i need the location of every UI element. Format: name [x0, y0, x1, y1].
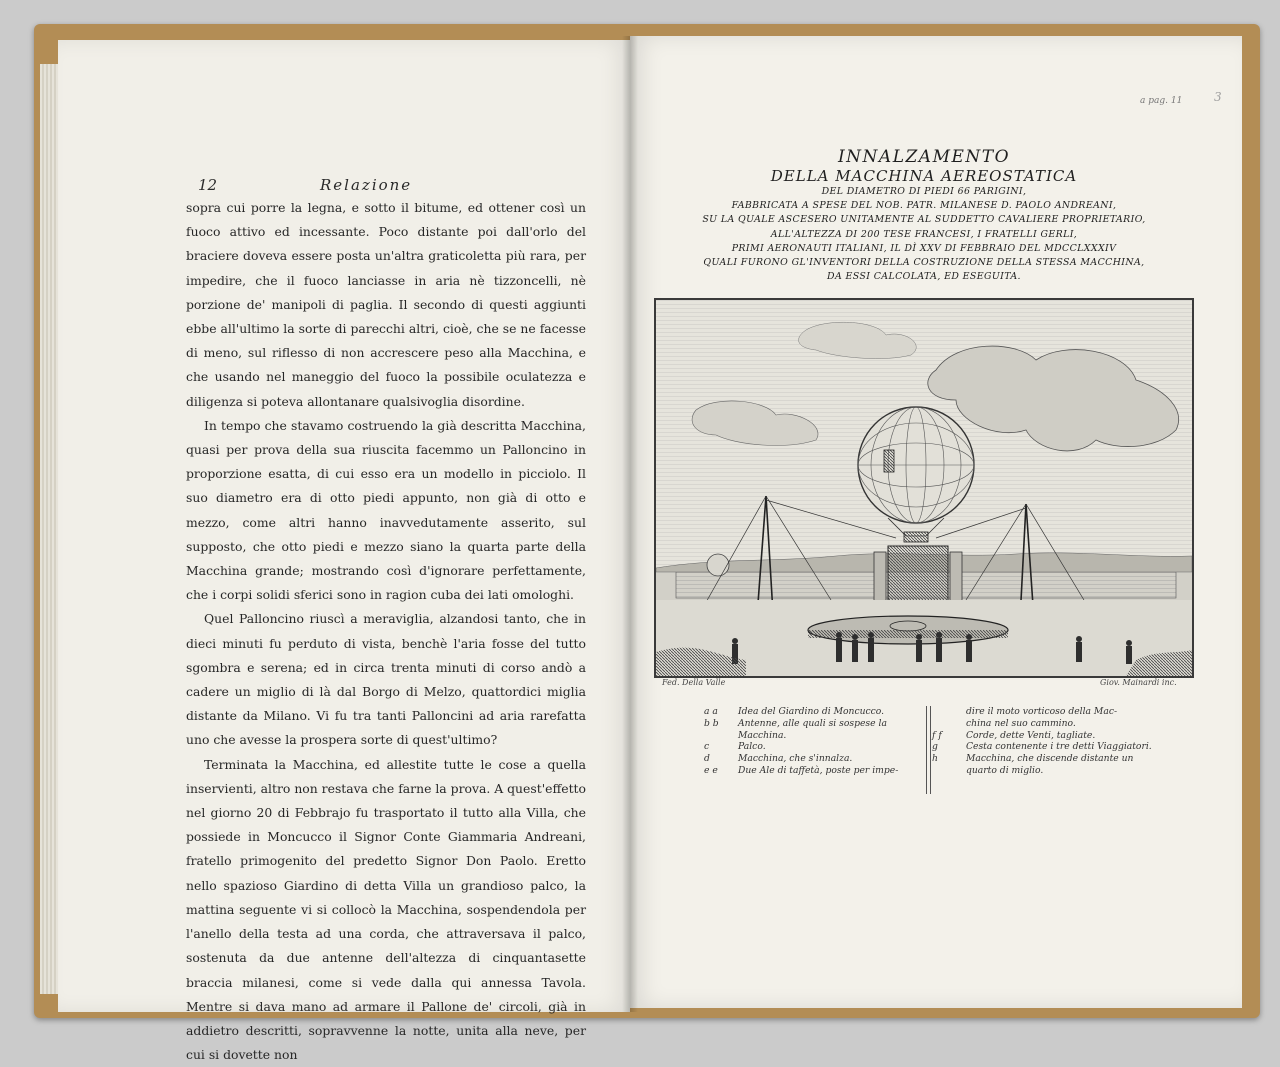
legend-item [932, 730, 1154, 742]
plate-title-line2: DELLA MACCHINA AEREOSTATICA [770, 167, 1078, 185]
engraving-plate [654, 298, 1194, 678]
plate-title-block [654, 148, 1194, 284]
legend-key: e e [704, 764, 718, 776]
legend-key [932, 718, 966, 730]
plate-subtitle-line: DEL DIAMETRO DI PIEDI 66 PARIGINI, [821, 186, 1027, 197]
legend-key: c [704, 741, 710, 753]
plate-subtitle-line: DA ESSI CALCOLATA, ED ESEGUITA. [827, 271, 1021, 283]
legend-key: d [704, 753, 710, 765]
paragraph: In tempo che stavamo costruendo la già descritta Macchina, quasi per prova della sua riuscita facemmo un Palloncino in proporzione esatta, di cui esso era un modello in picciolo. Il suo diametro era di otto piedi appunto, non già di otto e mezzo, come altri hanno inavvedutamente asserito, sul supposto, che otto piedi e mezzo siano la quarta parte della Macchina grande; mostrando così d'ignorare perfettamente, che i corpi solidi sferici sono in ragion cuba dei lati omologhi. [186, 417, 586, 603]
paragraph: sopra cui porre la legna, e sotto il bitume, ed ottener così un fuoco attivo ed incessante. Poco distante poi dall'orlo del braciere doveva essere posta un'altra graticoletta più rara, per impedire, che il fuoco lanciasse in aria nè tizzoncelli, nè porzione de' manipoli di paglia. Il secondo di questi aggiunti ebbe all'ultimo la sorte di parecchi altri, cioè, che se ne facesse di meno, sul riflesso di non accrescere peso alla Macchina, e che usando nel maneggio del fuoco la possibile oculatezza e diligenza si poteva allontanare qualsivoglia disordine. [186, 200, 586, 409]
engraving-credit-right: Giov. Mainardi inc. [1100, 678, 1177, 687]
legend-column-right [932, 706, 1154, 777]
paragraph: Terminata la Macchina, ed allestite tutte le cose a quella inservienti, altro non restava che farne la prova. A quest'effetto nel giorno 20 di Febbrajo fu trasportato il tutto alla Villa, che possiede in Moncucco il Signor Conte Giammaria Andreani, fratello primogenito del predetto Signor Don Paolo. Eretto nello spazioso Giardino di detta Villa un grandioso palco, la mattina seguente vi si collocò la Macchina, sospendendola per l'anello della testa ad una corda, che attraversava il palco, sostenuta da due antenne dell'altezza di cinquantasette braccia milanesi, come si vede dalla qui annessa Tavola. Mentre si dava mano ad armare il Pallone de' circoli, già in addietro descritti, sopravvenne la notte, unita alla neve, per cui si dovette non [186, 756, 586, 1063]
legend-item [704, 730, 926, 742]
legend-text: Palco. [738, 741, 766, 753]
legend-item [932, 718, 1154, 730]
legend-text: Macchina, che discende distante un [966, 753, 1134, 765]
legend-text: Corde, dette Venti, tagliate. [966, 729, 1096, 741]
legend-item [704, 718, 926, 730]
legend-item [704, 765, 926, 777]
legend-text: dire il moto vorticoso della Mac- [966, 706, 1118, 717]
legend-text: china nel suo cammino. [966, 717, 1076, 729]
legend-key: b b [704, 717, 719, 729]
plate-subtitle-line: FABBRICATA A SPESE DEL NOB. PATR. MILANESE D. PAOLO ANDREANI, [731, 200, 1117, 212]
page-edges [40, 64, 58, 994]
legend-key: a a [704, 706, 718, 717]
plate-subtitle-line: PRIMI AERONAUTI ITALIANI, IL DÌ XXV DI FEBBRAIO DEL MDCCLXXXIV [731, 242, 1117, 254]
legend-divider [926, 706, 931, 794]
plate-subtitle-line: QUALI FURONO GL'INVENTORI DELLA COSTRUZIONE DELLA STESSA MACCHINA, [703, 257, 1145, 269]
plate-legend [704, 706, 1154, 796]
legend-item [932, 753, 1154, 765]
plate-subtitle-line: SU LA QUALE ASCESERO UNITAMENTE AL SUDDETTO CAVALIERE PROPRIETARIO, [702, 214, 1146, 226]
legend-text: Macchina. [738, 729, 787, 741]
legend-item [932, 765, 1154, 777]
plate-subtitle-line: ALL'ALTEZZA DI 200 TESE FRANCESI, I FRATELLI GERLI, [770, 228, 1078, 240]
legend-key [704, 730, 738, 742]
corner-pencil-mark: 3 [1214, 90, 1222, 104]
legend-key: f f [932, 729, 942, 741]
legend-key: g [932, 741, 938, 753]
legend-text: Cesta contenente i tre detti Viaggiatori. [966, 741, 1152, 753]
legend-text: quarto di miglio. [966, 764, 1044, 776]
balloon-ascent-engraving [656, 300, 1192, 676]
legend-text: Antenne, alle quali si sospese la [738, 717, 887, 729]
legend-item [704, 753, 926, 765]
legend-key [932, 706, 966, 718]
page-number: 12 [198, 176, 218, 194]
plate-title-line1: INNALZAMENTO [837, 147, 1011, 167]
legend-text: Idea del Giardino di Moncucco. [738, 706, 885, 717]
book-gutter [622, 36, 638, 1012]
legend-item [932, 706, 1154, 718]
legend-key [932, 765, 966, 777]
legend-text: Due Ale di taffetà, poste per impe- [738, 764, 899, 776]
paragraph: Quel Palloncino riuscì a meraviglia, alzandosi tanto, che in dieci minuti fu perduto di vista, benchè l'aria fosse del tutto sgombra e serena; ed in circa trenta minuti di corso andò a cadere un miglio di là dal Borgo di Melzo, quattordici miglia distante da Milano. Vi fu tra tanti Palloncini ad aria rarefatta uno che avesse la prospera sorte di quest'ultimo? [186, 611, 586, 748]
folio-note: a pag. 11 [1140, 96, 1183, 106]
running-title: Relazione [320, 176, 413, 194]
legend-key: h [932, 753, 938, 765]
legend-column-left [704, 706, 926, 777]
legend-item [932, 741, 1154, 753]
left-body-text [186, 196, 586, 1067]
legend-item [704, 741, 926, 753]
legend-item [704, 706, 926, 718]
legend-text: Macchina, che s'innalza. [738, 753, 853, 765]
engraving-credit-left: Fed. Della Valle [662, 678, 726, 687]
